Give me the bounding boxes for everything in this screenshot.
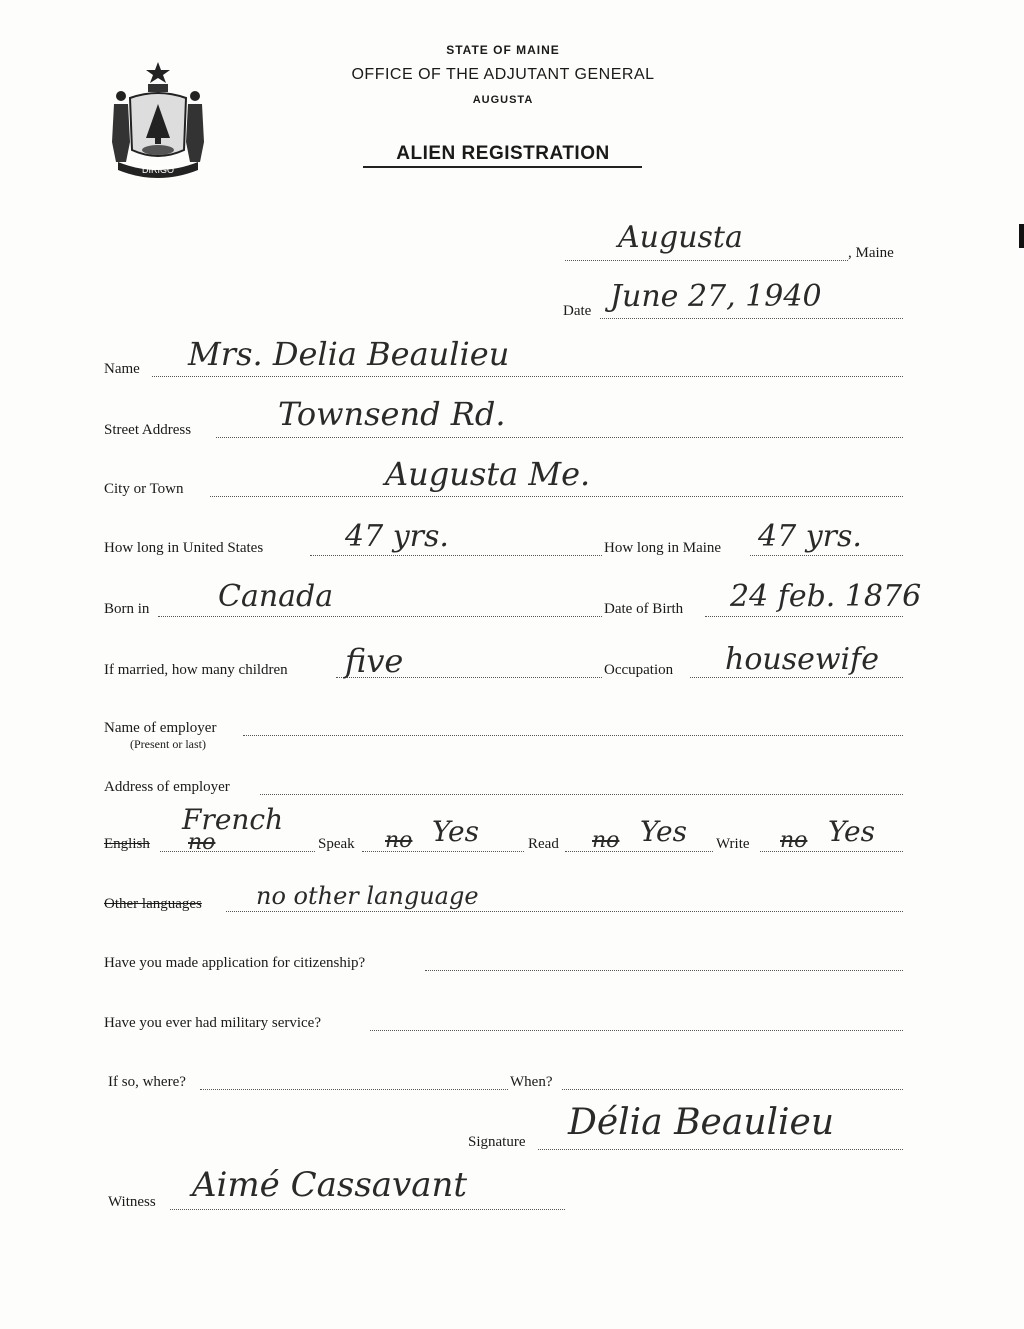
children-label: If married, how many children xyxy=(104,662,288,678)
city-label: City or Town xyxy=(104,481,184,497)
language-value: French xyxy=(182,803,284,836)
us-long-value: 47 yrs. xyxy=(345,519,449,554)
other-lang-line xyxy=(226,911,903,912)
where-label: If so, where? xyxy=(108,1074,186,1090)
svg-text:DIRIGO: DIRIGO xyxy=(141,165,175,175)
employer-address-line xyxy=(260,794,903,795)
witness-line xyxy=(170,1209,565,1210)
citizenship-label: Have you made application for citizenship? xyxy=(104,955,366,971)
dob-line xyxy=(705,616,903,617)
city-heading: AUGUSTA xyxy=(472,94,534,106)
date-label: Date xyxy=(563,303,592,319)
other-lang-value: no other language xyxy=(256,882,479,910)
date-value: June 27, 1940 xyxy=(610,279,822,314)
read-line xyxy=(565,851,713,852)
city-line xyxy=(210,496,903,497)
place-value: Augusta xyxy=(618,220,743,255)
office-heading: OFFICE OF THE ADJUTANT GENERAL xyxy=(351,66,655,83)
city-value: Augusta Me. xyxy=(385,455,591,493)
when-line xyxy=(562,1089,903,1090)
citizenship-line xyxy=(425,970,903,971)
name-line xyxy=(152,376,903,377)
us-long-line xyxy=(310,555,602,556)
military-line xyxy=(370,1030,903,1031)
street-label: Street Address xyxy=(104,422,192,438)
occupation-value: housewife xyxy=(725,642,879,677)
speak-label: Speak xyxy=(318,836,355,852)
signature-line xyxy=(538,1149,903,1150)
street-value: Townsend Rd. xyxy=(278,395,506,433)
maine-long-line xyxy=(750,555,903,556)
occupation-line xyxy=(690,677,903,678)
state-seal-icon xyxy=(104,58,212,180)
form-title: ALIEN REGISTRATION xyxy=(396,143,610,164)
speak-value: Yes xyxy=(432,815,479,848)
employer-line xyxy=(243,735,903,736)
scan-edge-mark xyxy=(1019,224,1024,248)
occupation-label: Occupation xyxy=(604,662,674,678)
witness-value: Aimé Cassavant xyxy=(192,1165,468,1205)
read-struck-value: no xyxy=(592,828,620,853)
dob-value: 24 feb. 1876 xyxy=(730,579,922,614)
english-line xyxy=(160,851,315,852)
speak-struck-value: no xyxy=(385,828,413,853)
witness-label: Witness xyxy=(108,1194,156,1210)
read-value: Yes xyxy=(640,815,687,848)
english-struck-value: no xyxy=(188,830,216,855)
write-value: Yes xyxy=(828,815,875,848)
employer-address-label: Address of employer xyxy=(104,779,230,795)
born-value: Canada xyxy=(218,579,334,614)
place-line xyxy=(565,260,848,261)
title-underline xyxy=(363,166,642,168)
write-label: Write xyxy=(716,836,750,852)
military-label: Have you ever had military service? xyxy=(104,1015,321,1031)
dob-label: Date of Birth xyxy=(604,601,684,617)
maine-long-value: 47 yrs. xyxy=(758,519,862,554)
when-label: When? xyxy=(510,1074,553,1090)
us-long-label: How long in United States xyxy=(104,540,264,556)
name-label: Name xyxy=(104,361,140,377)
where-line xyxy=(200,1089,508,1090)
date-line xyxy=(600,318,903,319)
employer-sublabel: (Present or last) xyxy=(130,737,206,751)
signature-value: Délia Beaulieu xyxy=(568,1102,835,1143)
write-struck-value: no xyxy=(780,828,808,853)
name-value: Mrs. Delia Beaulieu xyxy=(188,335,510,373)
children-value: five xyxy=(345,642,404,680)
street-line xyxy=(216,437,903,438)
other-lang-label: Other languages xyxy=(104,896,202,912)
maine-long-label: How long in Maine xyxy=(604,540,722,556)
born-label: Born in xyxy=(104,601,150,617)
employer-label: Name of employer xyxy=(104,720,217,736)
signature-label: Signature xyxy=(468,1134,526,1150)
state-heading: STATE OF MAINE xyxy=(446,43,560,57)
english-label: English xyxy=(104,836,150,852)
born-line xyxy=(158,616,602,617)
maine-suffix: , Maine xyxy=(848,245,894,261)
read-label: Read xyxy=(528,836,559,852)
